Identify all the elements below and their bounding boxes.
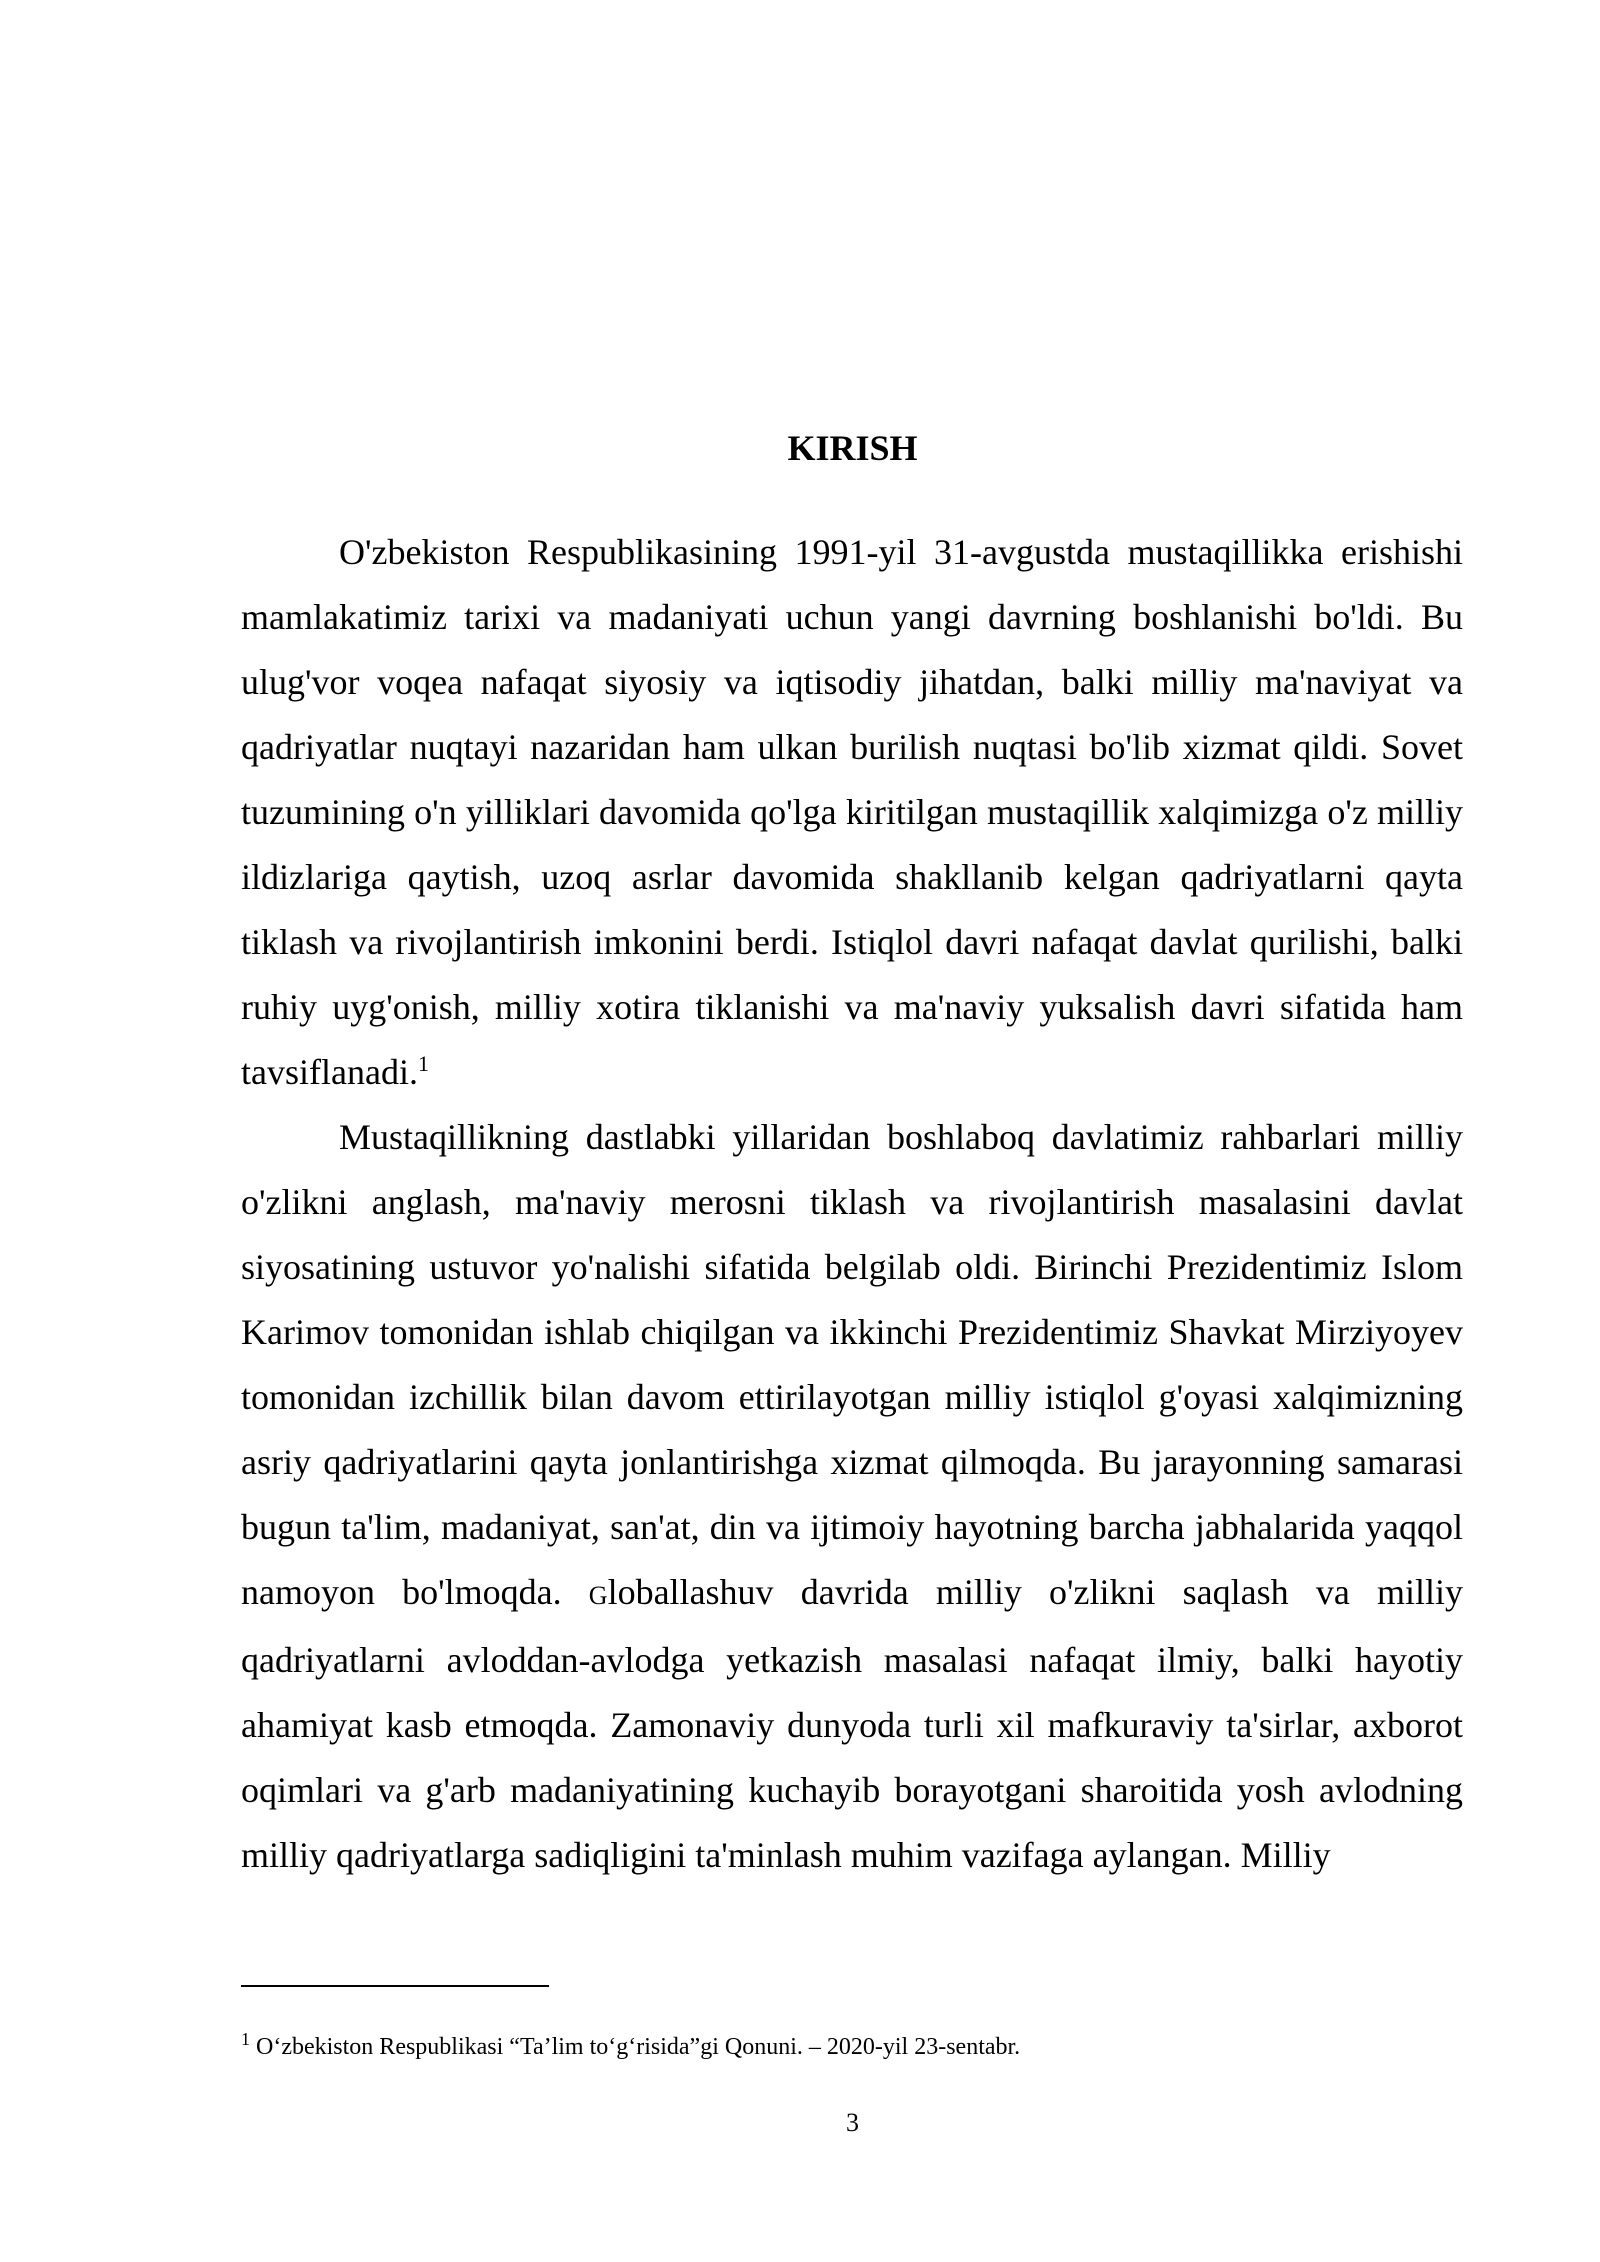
footnote-text: O‘zbekiston Respublikasi “Ta’lim to‘g‘risida”gi Qonuni. – 2020-yil 23-sentabr. [256, 2034, 1021, 2060]
paragraph-1-text: O'zbekiston Respublikasining 1991-yil 31-avgustda mustaqillikka erishishi mamlakatimiz tarixi va madaniyati uchun yangi davrning boshlanishi bo'ldi. Bu ulug'vor voqea nafaqat siyosiy va iqtisodiy jihatdan, balki milliy ma'naviyat va qadriyatlar nuqtayi nazaridan ham ulkan burilish nuqtasi bo'lib xizmat qildi. Sovet tuzumining o'n yilliklari davomida qo'lga kiritilgan mustaqillik xalqimizga o'z milliy ildizlariga qaytish, uzoq asrlar davomida shakllanib kelgan qadriyatlarni qayta tiklash va rivojlantirish imkonini berdi. Istiqlol davri nafaqat davlat qurilishi, balki ruhiy uyg'onish, milliy xotira tiklanishi va ma'naviy yuksalish davri sifatida ham tavsiflanadi. [241, 532, 1463, 1092]
footnote [241, 2029, 1463, 2062]
footnote-reference[interactable]: 1 [417, 1051, 429, 1076]
paragraph-2-text-before: Mustaqillikning dastlabki yillaridan boshlaboq davlatimiz rahbarlari milliy o'zlikni anglash, ma'naviy merosni tiklash va rivojlantirish masalasini davlat siyosatining ustuvor yo'nalishi sifatida belgilab oldi. Birinchi Prezidentimiz Islom Karimov tomonidan ishlab chiqilgan va ikkinchi Prezidentimiz Shavkat Mirziyoyev tomonidan izchillik bilan davom ettirilayotgan milliy istiqlol g'oyasi xalqimizning asriy qadriyatlarini qayta jonlantirishga xizmat qilmoqda. Bu jarayonning samarasi bugun ta'lim, madaniyat, san'at, din va ijtimoiy hayotning barcha jabhalarida yaqqol namoyon bo'lmoqda. [241, 1117, 1463, 1612]
paragraph-2 [241, 1105, 1463, 1888]
body-text [241, 520, 1463, 1888]
footnote-marker: 1 [241, 2029, 250, 2049]
section-heading: KIRISH [787, 428, 918, 468]
page-number: 3 [846, 2108, 859, 2137]
paragraph-2-small-letter: G [588, 1581, 608, 1610]
paragraph-1 [241, 520, 1463, 1105]
paragraph-2-text-after: loballashuv davrida milliy o'zlikni saqlash va milliy qadriyatlarni avloddan-avlodga yetkazish masalasi nafaqat ilmiy, balki hayotiy ahamiyat kasb etmoqda. Zamonaviy dunyoda turli xil mafkuraviy ta'sirlar, axborot oqimlari va g'arb madaniyatining kuchayib borayotgani sharoitida yosh avlodning milliy qadriyatlarga sadiqligini ta'minlash muhim vazifaga aylangan. Milliy [241, 1572, 1463, 1875]
footnote-separator [241, 1985, 549, 1987]
